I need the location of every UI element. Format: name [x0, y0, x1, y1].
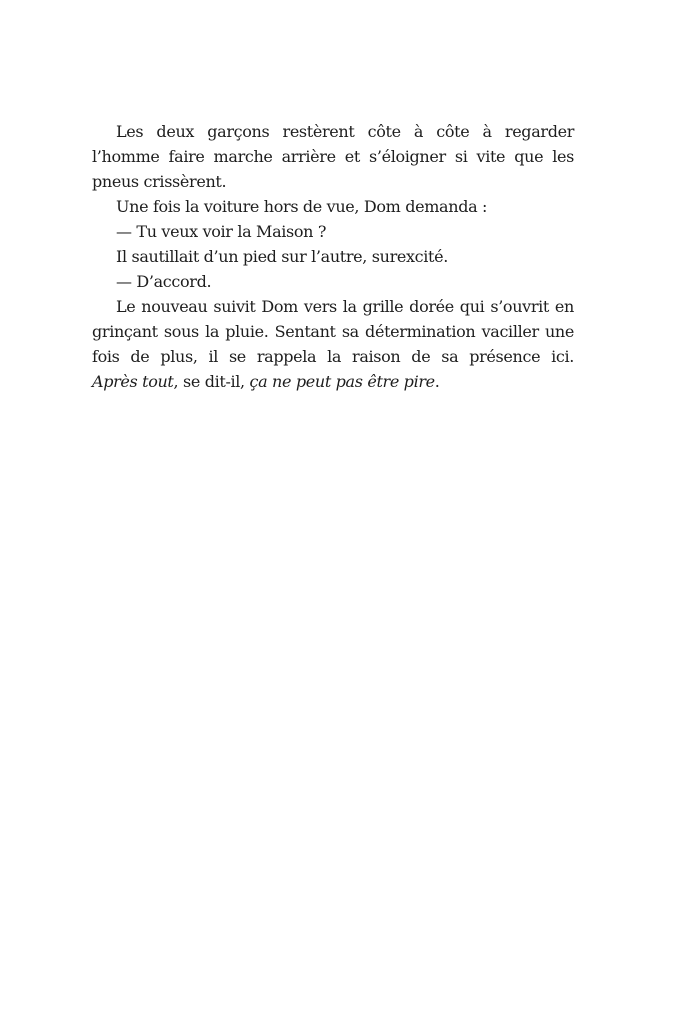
italic-phrase-2: ça ne peut pas être pire	[249, 372, 435, 391]
paragraph-1: Les deux garçons restèrent côte à côte à regarder l’homme faire marche arrière et s’éloigner si vite que les pneus crissèrent.	[92, 122, 574, 191]
paragraph-4: Le nouveau suivit Dom vers la grille dorée qui s’ouvrit en grinçant sous la pluie. Sentant sa détermination vaciller une fois de plus, il se rappela la raison de sa présence ici.	[92, 297, 574, 366]
paragraph-5	[92, 369, 574, 394]
body-text	[92, 119, 574, 394]
plain-phrase: , se dit-il,	[173, 372, 250, 391]
dialogue-line-1: — Tu veux voir la Maison ?	[116, 222, 327, 241]
paragraph-3: Il sautillait d’un pied sur l’autre, surexcité.	[116, 247, 448, 266]
italic-phrase-1: Après tout	[92, 372, 174, 391]
closing-period: .	[434, 372, 440, 391]
dialogue-line-2: — D’accord.	[116, 272, 212, 291]
paragraph-2: Une fois la voiture hors de vue, Dom demanda :	[116, 197, 488, 216]
